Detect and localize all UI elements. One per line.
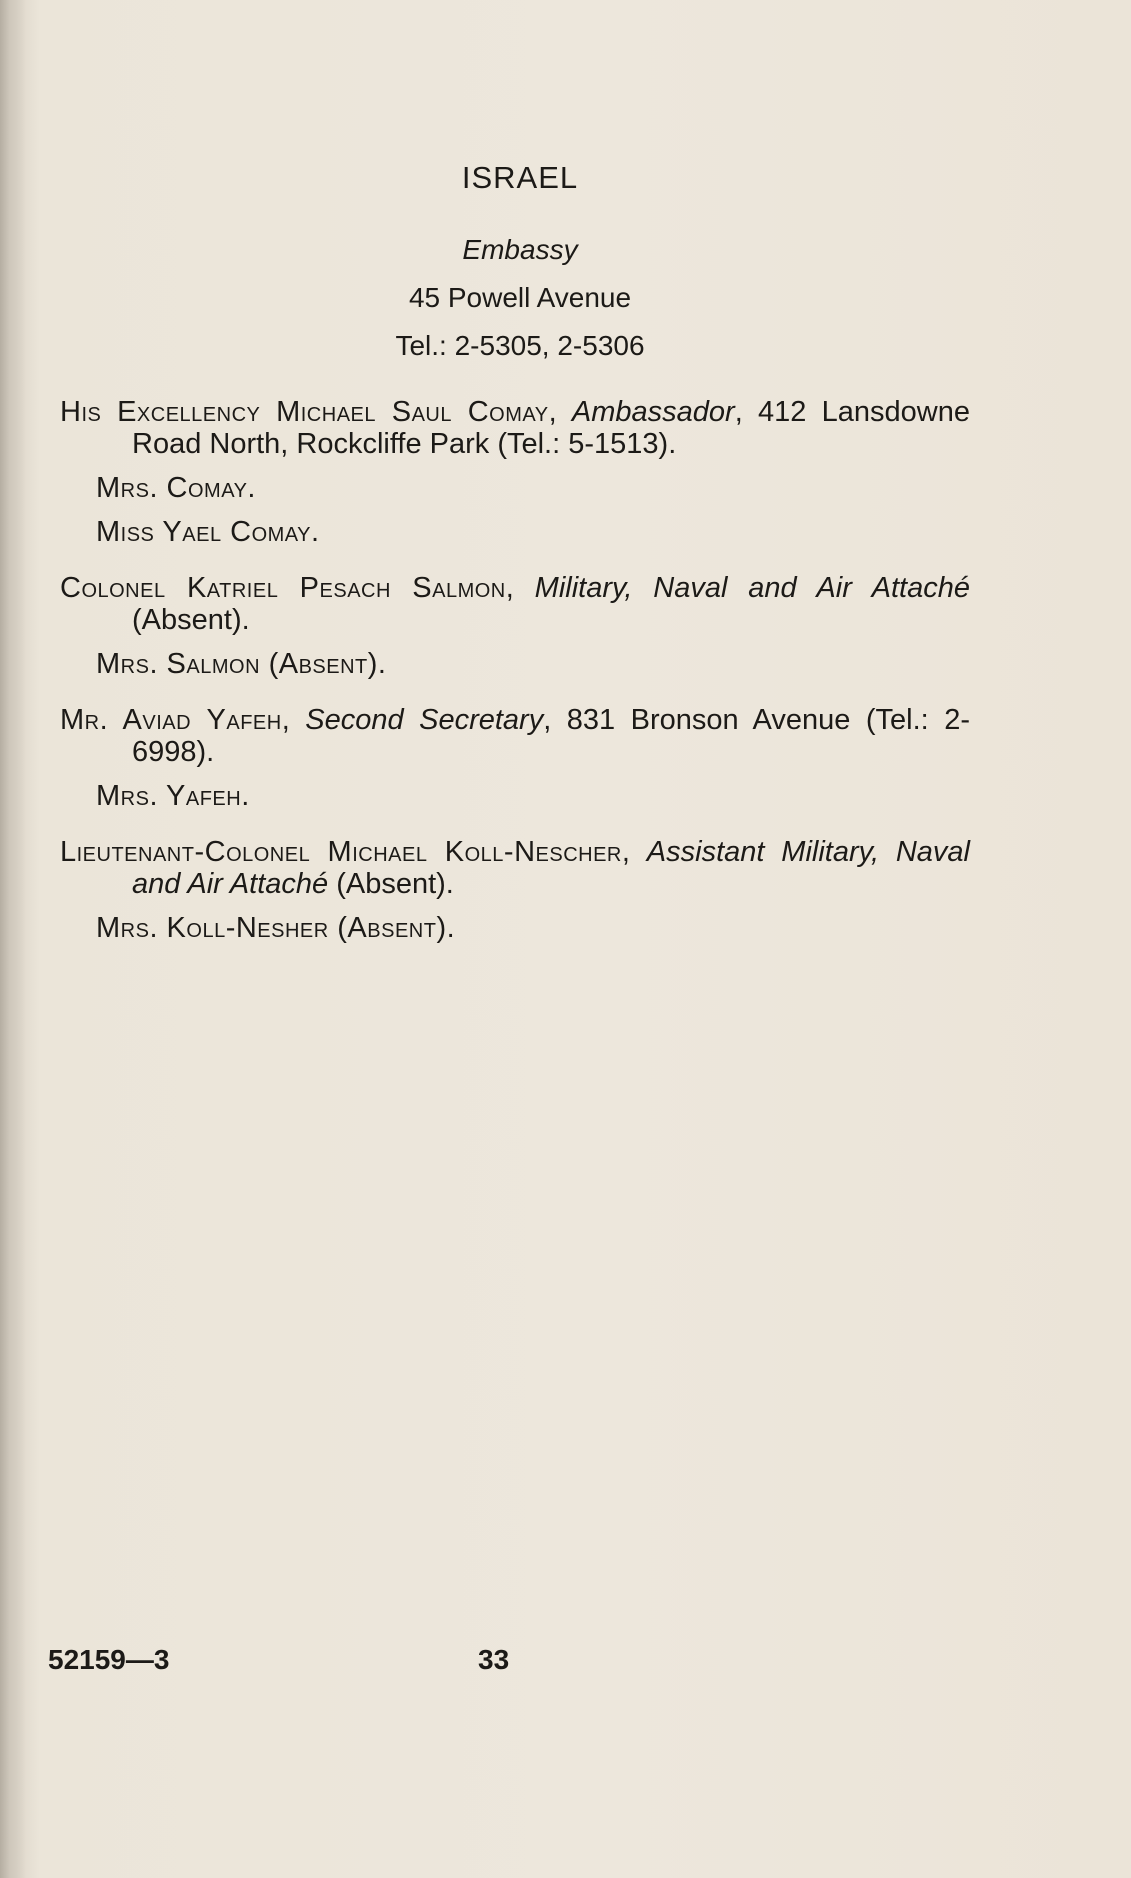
staff-name: His Excellency Michael Saul Comay xyxy=(60,396,549,428)
country-heading: ISRAEL xyxy=(461,160,579,195)
staff-principal: Mr. Aviad Yafeh, Second Secretary, 831 Bronson Avenue (Tel.: 2-6998). xyxy=(60,704,970,768)
staff-principal: Colonel Katriel Pesach Salmon, Military, Naval and Air Attaché (Absent). xyxy=(60,572,970,636)
staff-name: Mr. Aviad Yafeh xyxy=(60,704,282,736)
staff-entry xyxy=(60,396,970,548)
family-member: Mrs. Yafeh. xyxy=(96,780,250,812)
staff-entry xyxy=(60,572,970,680)
staff-principal: Lieutenant-Colonel Michael Koll-Nescher, Assistant Military, Naval and Air Attaché (Absent). xyxy=(60,836,971,900)
family-member: Mrs. Salmon (Absent). xyxy=(96,648,387,680)
mission-address: 45 Powell Avenue xyxy=(408,282,632,313)
family-member: Mrs. Koll-Nesher (Absent). xyxy=(96,912,456,944)
staff-details: (Absent). xyxy=(132,604,250,636)
mission-type: Embassy xyxy=(462,234,578,265)
staff-title: Military, Naval and Air Attaché xyxy=(534,572,970,604)
staff-list xyxy=(60,396,970,968)
family-member: Miss Yael Comay. xyxy=(96,516,320,548)
family-member: Mrs. Comay. xyxy=(96,472,256,504)
staff-details: 831 Bronson Avenue (Tel.: 2-6998). xyxy=(132,704,970,768)
mission-telephone: Tel.: 2-5305, 2-5306 xyxy=(395,330,645,361)
staff-entry xyxy=(60,836,970,944)
staff-name: Colonel Katriel Pesach Salmon xyxy=(60,572,506,604)
staff-name: Lieutenant-Colonel Michael Koll-Nescher xyxy=(60,836,622,868)
staff-title: Second Secretary xyxy=(305,704,544,736)
print-code: 52159—3 xyxy=(48,1644,170,1675)
staff-details: 412 Lansdowne Road North, Rockcliffe Park (Tel.: 5-1513). xyxy=(132,396,970,460)
staff-entry xyxy=(60,704,970,812)
page-number: 33 xyxy=(478,1644,510,1675)
staff-details: (Absent). xyxy=(336,868,454,900)
staff-title: Assistant Military, Naval and Air Attaché xyxy=(132,836,971,900)
staff-principal: His Excellency Michael Saul Comay, Ambassador, 412 Lansdowne Road North, Rockcliffe Park (Tel.: 5-1513). xyxy=(60,396,970,460)
staff-title: Ambassador xyxy=(571,396,735,428)
